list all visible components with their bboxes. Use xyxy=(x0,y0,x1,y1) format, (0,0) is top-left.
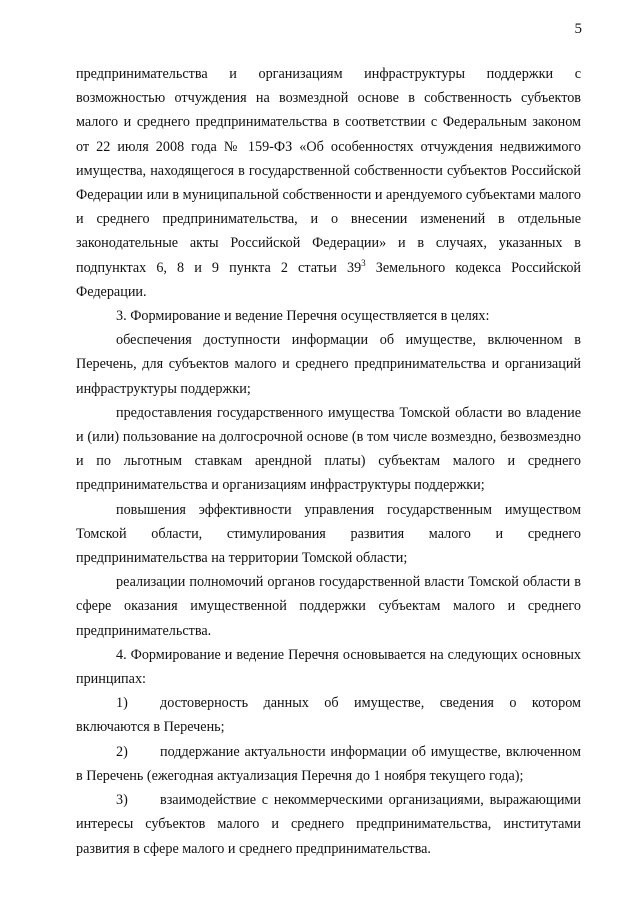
list-item-number: 2) xyxy=(116,743,128,760)
paragraph-goal-availability: обеспечения доступности информации об имуществе, включенном в Перечень, для субъектов малого и среднего предпринимательства и организаций инфраструктуры поддержки; xyxy=(76,332,581,397)
page-number: 5 xyxy=(574,21,582,37)
document-body xyxy=(76,62,581,861)
list-item-number: 1) xyxy=(116,695,128,712)
paragraph-goal-efficiency: повышения эффективности управления государственным имуществом Томской области, стимулирования развития малого и среднего предпринимательства на территории Томской области; xyxy=(76,501,581,567)
paragraph-goal-powers: реализации полномочий органов государственной власти Томской области в сфере оказания имущественной поддержки субъектам малого и среднего предпринимательства. xyxy=(76,574,581,639)
paragraph-text: Земельного кодекса Российской Федерации. xyxy=(76,259,582,300)
list-item-text: взаимодействие с некоммерческими организациями, выражающими интересы субъектов малого и среднего предпринимательства, институтами развития в сфере малого и среднего предпринимательства. xyxy=(76,792,581,857)
paragraph-continuation xyxy=(76,62,581,304)
list-item-number: 3) xyxy=(116,792,128,809)
list-item-text: поддержание актуальности информации об имуществе, включенном в Перечень (ежегодная актуализация Перечня до 1 ноября текущего года); xyxy=(76,743,581,784)
list-item xyxy=(76,740,581,788)
paragraph-section-4: 4. Формирование и ведение Перечня основывается на следующих основных принципах: xyxy=(76,646,581,688)
list-item xyxy=(76,691,581,739)
paragraph-goal-provision: предоставления государственного имущества Томской области во владение и (или) пользование на долгосрочной основе (в том числе возмездно, безвозмездно и по льготным ставкам арендной платы) субъектам малого и среднего предпринимательства и организациям инфраструктуры поддержки; xyxy=(76,404,581,494)
list-item xyxy=(76,788,581,861)
list-item-text: достоверность данных об имуществе, сведения о котором включаются в Перечень; xyxy=(76,695,581,736)
paragraph-text: предпринимательства и организациям инфраструктуры поддержки с возможностью отчуждения на возмездной основе в собственность субъектов малого и среднего предпринимательства в соответствии с Федеральным законом от 22 июля 2008 года № 159-ФЗ «Об особенностях отчуждения недвижимого имущества, находящегося в государственной собственности субъектов Российской Федерации или в муниципальной собственности и арендуемого субъектами малого и среднего предпринимательства, и о внесении изменений в отдельные законодательные акты Российской Федерации» и в случаях, указанных в подпунктах 6, 8 и 9 пункта 2 статьи 39 xyxy=(76,66,581,276)
paragraph-section-3: 3. Формирование и ведение Перечня осуществляется в целях: xyxy=(116,308,490,325)
superscript: 3 xyxy=(361,257,366,268)
